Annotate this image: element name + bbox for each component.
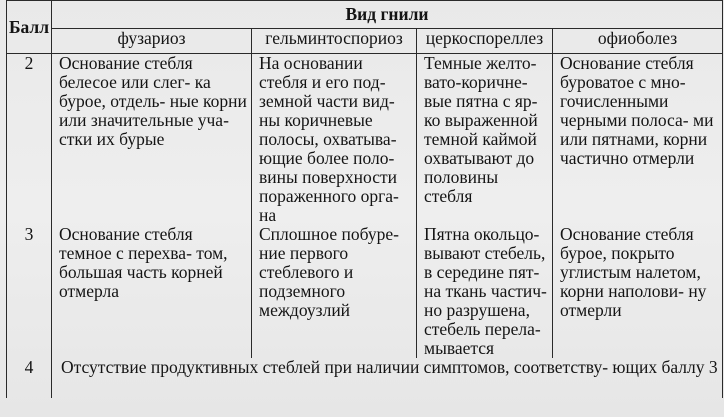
table-row bbox=[7, 225, 723, 358]
cell-text: Основание стебля буроватое с мно- гочисленными черными полоса- ми или пятнами, корни частично отмерли bbox=[560, 53, 714, 168]
table-cell bbox=[417, 54, 553, 226]
row-score: 2 bbox=[7, 54, 52, 226]
table-row bbox=[7, 358, 723, 398]
column-header-cercosporella: церкоспореллез bbox=[417, 29, 553, 54]
column-header-ophiobolus: офиоболез bbox=[553, 29, 723, 54]
table-row bbox=[7, 54, 723, 226]
table-cell bbox=[417, 225, 553, 358]
column-header-helminthosporium: гельминтоспориоз bbox=[252, 29, 417, 54]
cell-text: Сплошное побуре- ние первого стеблевого и подземного междоузлий bbox=[259, 224, 399, 320]
table-cell bbox=[52, 54, 252, 226]
cell-text: На основании стебля и его под- земной части вид- ны коричневые полосы, охватыва- ющие более поло- вины поверхности пораженного орга- на bbox=[259, 53, 399, 225]
row-score: 3 bbox=[7, 225, 52, 358]
table-cell bbox=[252, 225, 417, 358]
table-cell bbox=[553, 225, 723, 358]
table-cell bbox=[553, 54, 723, 226]
table-cell bbox=[52, 225, 252, 358]
rot-type-group-header: Вид гнили bbox=[52, 1, 723, 29]
table-subheader-row bbox=[7, 29, 723, 54]
cell-text: Основание стебля белесое или слег- ка бурое, отдель- ные корни или значительные уча- стки их бурые bbox=[59, 53, 247, 149]
table-header-row bbox=[7, 1, 723, 29]
cell-text: Темные желто- вато-коричне- вые пятна с яр- ко выраженной темной каймой охватывают до половины стебля bbox=[424, 53, 538, 206]
table-cell-wide bbox=[52, 358, 723, 398]
cell-text: Отсутствие продуктивных стеблей при наличии симптомов, соответству- ющих баллу 3 bbox=[61, 357, 718, 377]
column-header-fusarium: фузариоз bbox=[52, 29, 252, 54]
cell-text: Основание стебля бурое, покрыто углистым налетом, корни наполови- ну отмерли bbox=[560, 224, 707, 320]
cell-text: Пятна окольцо- вывают стебель, в середине пят- на ткань частич- но разрушена, стебель перела- мывается bbox=[424, 224, 547, 358]
row-score: 4 bbox=[7, 358, 52, 398]
rot-scoring-table bbox=[6, 0, 723, 398]
cell-text: Основание стебля темное с перехва- том, большая часть корней отмерла bbox=[59, 224, 228, 301]
score-column-header: Балл bbox=[7, 1, 52, 54]
table-cell bbox=[252, 54, 417, 226]
